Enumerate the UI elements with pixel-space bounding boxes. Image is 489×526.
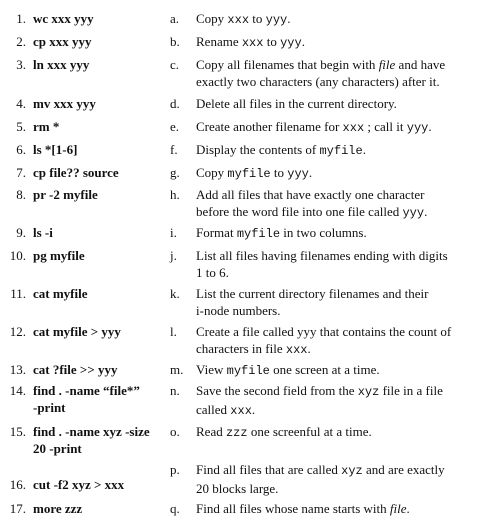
code-term: xxx (285, 343, 308, 357)
description-line (196, 340, 482, 359)
command-number: 14. (9, 383, 26, 398)
description-line (196, 361, 482, 380)
text-fragment: to (270, 165, 288, 180)
text-fragment: Display the contents of (196, 142, 320, 157)
description-line (196, 224, 482, 243)
description-text (196, 361, 482, 380)
command-text: cat myfile > yyy (33, 324, 121, 339)
code-term: yyy (402, 206, 425, 220)
description-text (196, 224, 482, 243)
text-fragment: . (308, 165, 313, 180)
command-number: 6. (16, 142, 26, 157)
description-line (196, 186, 482, 203)
command-number: 4. (16, 96, 26, 111)
text-fragment: 20 blocks large. (196, 481, 279, 496)
command-number: 2. (16, 34, 26, 49)
command-number: 9. (16, 225, 26, 240)
text-fragment: exactly two characters (any characters) after it. (196, 74, 440, 89)
text-fragment: Create another filename for (196, 119, 343, 134)
description-letter: p. (170, 462, 180, 477)
italic-term: file (389, 501, 407, 516)
text-fragment: . (287, 11, 291, 26)
code-term: xyz (357, 385, 380, 399)
text-fragment: and have (395, 57, 446, 72)
description-text (196, 10, 482, 29)
command-text: rm * (33, 119, 60, 134)
command-text (33, 423, 161, 457)
command-text: cut -f2 xyz > xxx (33, 477, 125, 492)
text-fragment: Save the second field from the (196, 383, 358, 398)
text-fragment: Create a file called yyy that contains the count of (196, 324, 452, 339)
code-term: xxx (230, 404, 252, 418)
text-fragment: file in a file (379, 383, 443, 398)
command-text: mv xxx yyy (33, 96, 96, 111)
text-fragment: Rename (196, 34, 242, 49)
command-line-1: find . -name “file*” (33, 383, 140, 398)
text-fragment: called (196, 402, 231, 417)
description-letter: e. (170, 119, 180, 134)
text-fragment: Find all files that are called (196, 462, 342, 477)
code-term: myfile (226, 364, 270, 378)
command-line-2: 20 -print (33, 441, 82, 456)
description-line (196, 423, 482, 442)
command-number: 16. (9, 477, 26, 492)
code-term: yyy (280, 36, 302, 50)
description-line (196, 247, 482, 264)
code-term: xxx (241, 36, 264, 50)
command-number: 3. (16, 57, 26, 72)
command-number: 1. (16, 11, 26, 26)
text-fragment: . (301, 34, 305, 49)
description-line (196, 500, 482, 517)
command-text: ls *[1-6] (33, 142, 78, 157)
description-line (196, 141, 482, 160)
text-fragment: . (428, 119, 432, 134)
description-line (196, 285, 482, 302)
text-fragment: characters in file (196, 341, 286, 356)
command-number: 15. (9, 424, 26, 439)
text-fragment: View (196, 362, 227, 377)
text-fragment: List the current directory filenames and their (196, 286, 429, 301)
command-text: more zzz (33, 501, 83, 516)
text-fragment: 1 to 6. (196, 265, 229, 280)
description-line (196, 302, 482, 319)
description-text (196, 118, 482, 137)
description-letter: h. (170, 187, 180, 202)
text-fragment: ; call it (364, 119, 407, 134)
code-term: xyz (341, 464, 363, 478)
description-letter: j. (170, 248, 177, 263)
command-text: ln xxx yyy (33, 57, 90, 72)
description-letter: c. (170, 57, 180, 72)
text-fragment: Read (196, 424, 226, 439)
command-number: 12. (9, 324, 26, 339)
text-fragment: to (249, 11, 266, 26)
command-text: cp xxx yyy (33, 34, 92, 49)
command-number: 8. (16, 187, 26, 202)
text-fragment: one screen at a time. (269, 362, 380, 377)
text-fragment: Copy all filenames that begin with (196, 57, 379, 72)
text-fragment: . (406, 501, 410, 516)
description-text (196, 33, 482, 52)
description-line (196, 461, 482, 480)
description-line (196, 323, 482, 340)
command-text: ls -i (33, 225, 53, 240)
description-text (196, 285, 482, 319)
code-term: zzz (225, 426, 248, 440)
description-text (196, 323, 482, 359)
description-text (196, 247, 482, 281)
description-text (196, 186, 482, 222)
command-text (33, 382, 161, 416)
description-text (196, 95, 482, 112)
command-number: 17. (9, 501, 26, 516)
description-line (196, 33, 482, 52)
description-line (196, 203, 482, 222)
description-line (196, 480, 482, 497)
description-line (196, 73, 482, 90)
description-line (196, 164, 482, 183)
text-fragment: . (424, 204, 428, 219)
text-fragment: Add all files that have exactly one character (196, 187, 425, 202)
text-fragment: . (251, 402, 256, 417)
description-text (196, 423, 482, 442)
code-term: myfile (227, 167, 271, 181)
command-line-1: find . -name xyz -size (33, 424, 150, 439)
description-line (196, 264, 482, 281)
description-letter: k. (170, 286, 180, 301)
description-text (196, 56, 482, 90)
command-text: cat myfile (33, 286, 88, 301)
command-number: 10. (9, 248, 26, 263)
description-letter: i. (170, 225, 177, 240)
description-letter: g. (170, 165, 180, 180)
description-letter: a. (170, 11, 180, 26)
command-text: pg myfile (33, 248, 85, 263)
description-line (196, 56, 482, 73)
code-term: myfile (236, 227, 281, 241)
italic-term: file (378, 57, 396, 72)
description-letter: m. (170, 362, 184, 377)
text-fragment: in two columns. (280, 225, 367, 240)
code-term: yyy (265, 13, 288, 27)
text-fragment: one screenful at a time. (247, 424, 372, 439)
description-line (196, 10, 482, 29)
text-fragment: to (263, 34, 281, 49)
description-letter: f. (170, 142, 178, 157)
description-text (196, 382, 482, 420)
text-fragment: Delete all files in the current directory. (196, 96, 397, 111)
text-fragment: Copy (196, 11, 228, 26)
code-term: yyy (287, 167, 309, 181)
description-line (196, 95, 482, 112)
description-line (196, 118, 482, 137)
text-fragment: . (307, 341, 311, 356)
command-line-2: -print (33, 400, 66, 415)
code-term: xxx (342, 121, 365, 135)
command-number: 13. (9, 362, 26, 377)
description-text (196, 500, 482, 517)
text-fragment: and are exactly (362, 462, 445, 477)
command-text: cat ?file >> yyy (33, 362, 118, 377)
description-text (196, 461, 482, 497)
command-text: pr -2 myfile (33, 187, 98, 202)
text-fragment: Format (196, 225, 237, 240)
description-letter: q. (170, 501, 180, 516)
text-fragment: Copy (196, 165, 228, 180)
description-text (196, 141, 482, 160)
description-line (196, 401, 482, 420)
text-fragment: . (362, 142, 366, 157)
command-number: 11. (10, 286, 26, 301)
command-number: 7. (16, 165, 26, 180)
text-fragment: Find all files whose name starts with (196, 501, 390, 516)
description-letter: l. (170, 324, 177, 339)
command-number: 5. (16, 119, 26, 134)
command-text: wc xxx yyy (33, 11, 94, 26)
text-fragment: i-node numbers. (196, 303, 281, 318)
description-letter: d. (170, 96, 180, 111)
code-term: yyy (406, 121, 429, 135)
description-line (196, 382, 482, 401)
description-letter: n. (170, 383, 180, 398)
description-letter: b. (170, 34, 180, 49)
text-fragment: List all files having filenames ending with digits (196, 248, 448, 263)
description-text (196, 164, 482, 183)
code-term: xxx (227, 13, 250, 27)
command-text: cp file?? source (33, 165, 119, 180)
code-term: myfile (319, 144, 363, 158)
description-letter: o. (170, 424, 180, 439)
text-fragment: before the word file into one file called (196, 204, 403, 219)
